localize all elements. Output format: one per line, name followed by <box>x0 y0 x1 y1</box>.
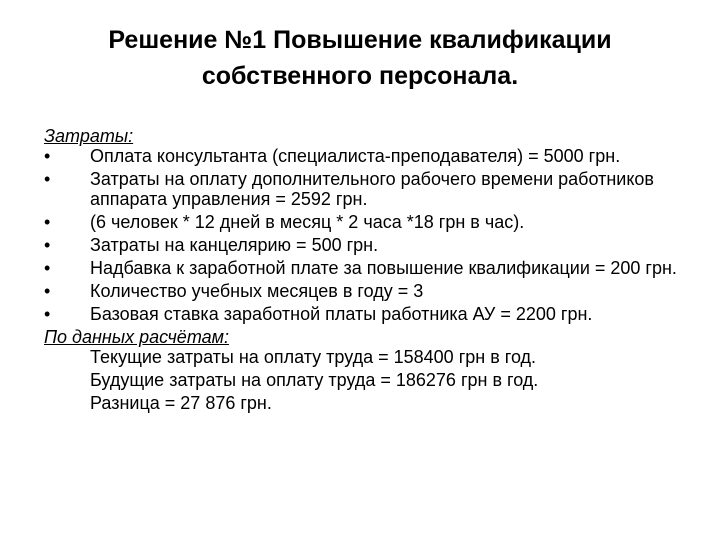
calc-heading: По данных расчётам: <box>44 327 229 347</box>
title-line-1: Решение №1 Повышение квалификации <box>108 26 612 54</box>
result-difference: Разница = 27 876 грн. <box>90 393 272 413</box>
list-item-text: Оплата консультанта (специалиста-преподавателя) = 5000 грн. <box>90 146 621 166</box>
list-item <box>44 169 684 209</box>
list-item <box>44 235 684 255</box>
bullet-icon: • <box>44 169 51 189</box>
result-current: Текущие затраты на оплату труда = 158400 грн в год. <box>90 347 537 367</box>
list-item <box>44 212 684 232</box>
bullet-icon: • <box>44 281 51 301</box>
list-item <box>44 146 684 166</box>
list-item-text: (6 человек * 12 дней в месяц * 2 часа *18 грн в час). <box>90 212 525 232</box>
list-item <box>44 258 684 278</box>
bullet-icon: • <box>44 235 51 255</box>
list-item-text: Затраты на оплату дополнительного рабочего времени работников аппарата управления = 2592 грн. <box>90 169 654 209</box>
slide-body <box>44 126 684 416</box>
list-item-text: Базовая ставка заработной платы работника АУ = 2200 грн. <box>90 304 593 324</box>
slide-title <box>40 22 680 94</box>
list-item-text: Количество учебных месяцев в году = 3 <box>90 281 424 301</box>
bullet-icon: • <box>44 258 51 278</box>
costs-heading: Затраты: <box>44 126 134 146</box>
list-item <box>44 281 684 301</box>
title-line-2: собственного персонала. <box>201 62 519 90</box>
bullet-icon: • <box>44 212 51 232</box>
bullet-icon: • <box>44 146 51 166</box>
result-future: Будущие затраты на оплату труда = 186276 грн в год. <box>90 370 539 390</box>
bullet-icon: • <box>44 304 51 324</box>
costs-list <box>44 146 684 324</box>
list-item <box>44 304 684 324</box>
list-item-text: Надбавка к заработной плате за повышение квалификации = 200 грн. <box>90 258 677 278</box>
list-item-text: Затраты на канцелярию = 500 грн. <box>90 235 379 255</box>
